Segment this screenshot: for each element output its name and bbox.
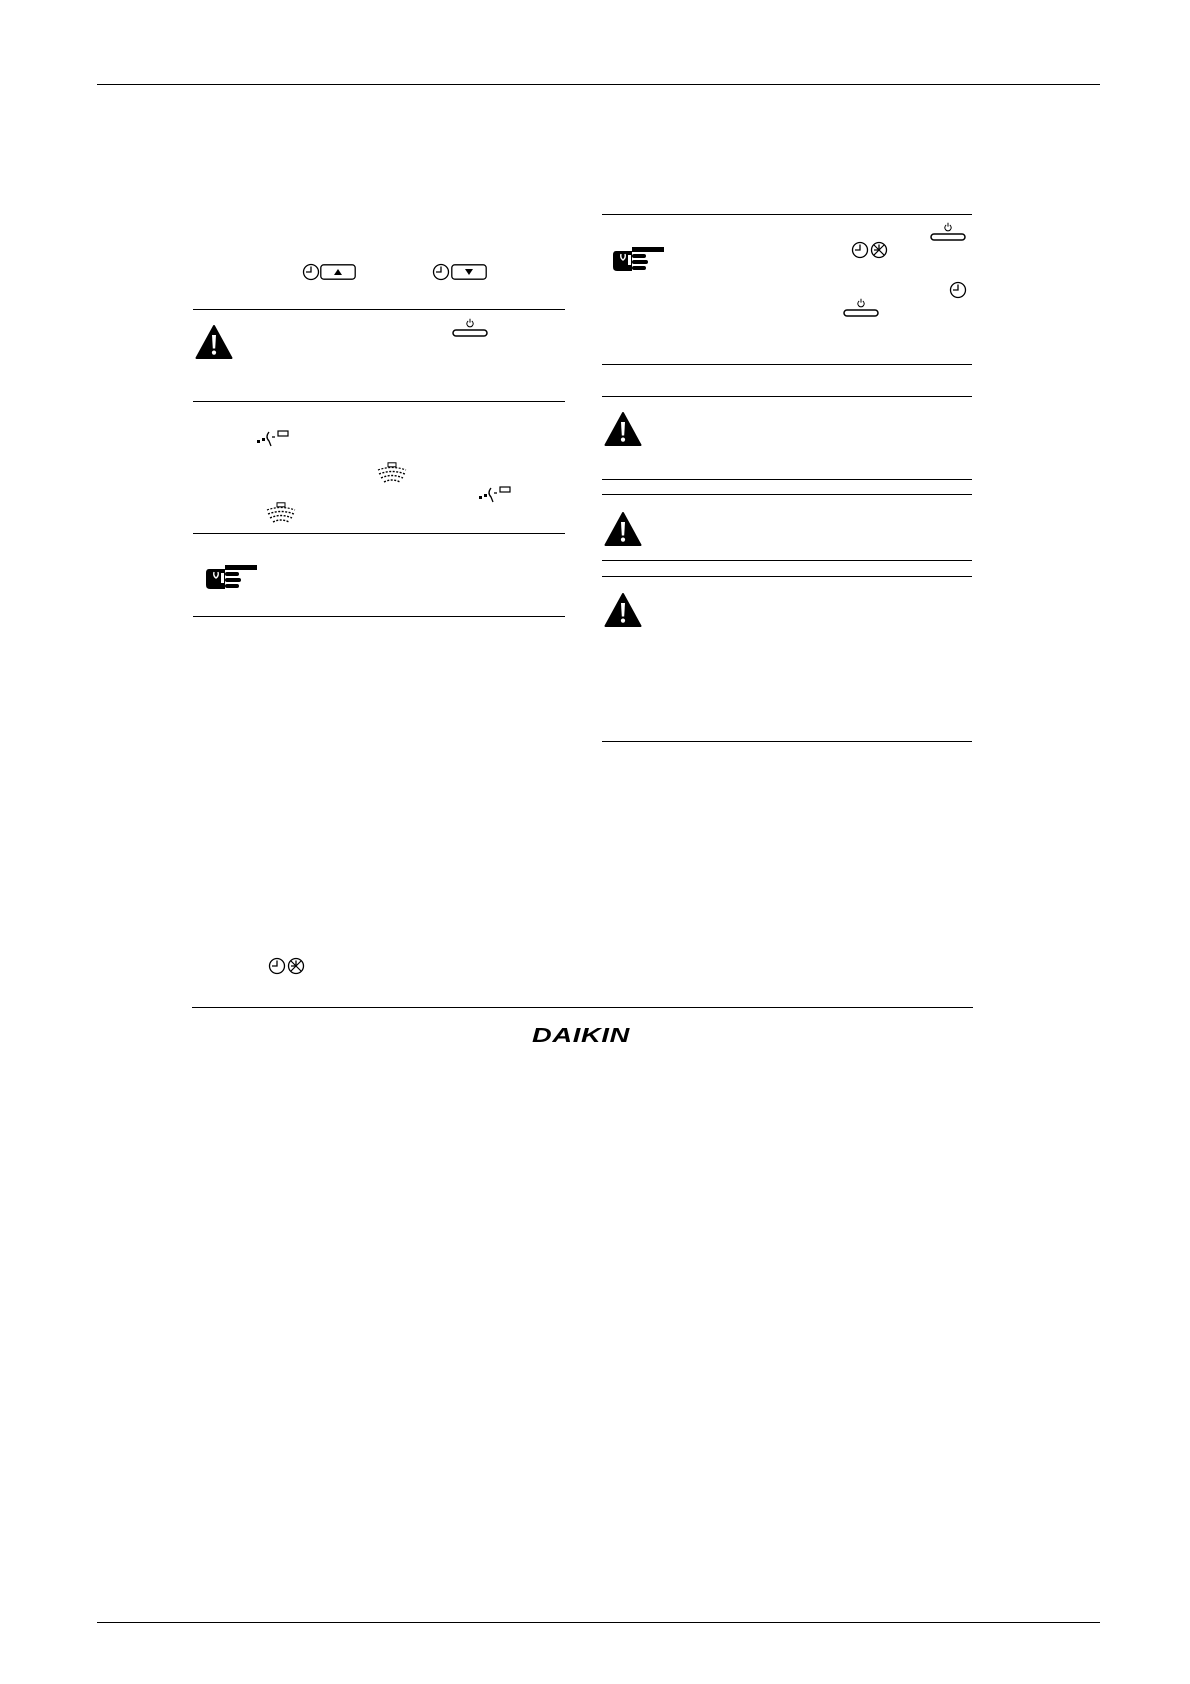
warning-box-bottom-rule bbox=[602, 741, 972, 742]
timer-clock-icon bbox=[851, 241, 869, 259]
swing-flap-icon bbox=[256, 428, 290, 448]
down-arrow-button-icon bbox=[451, 264, 487, 280]
note-box-bottom-rule bbox=[602, 364, 972, 365]
swing-flap-icon bbox=[478, 484, 512, 504]
footer-rule bbox=[97, 1622, 1100, 1623]
fan-speed-icon bbox=[374, 462, 410, 484]
warning-box-bottom-rule bbox=[602, 560, 972, 561]
note-box-bottom-rule bbox=[193, 616, 565, 617]
warning-box-top-rule bbox=[602, 494, 972, 495]
pointing-hand-icon bbox=[203, 563, 259, 591]
warning-box-top-rule bbox=[193, 309, 565, 310]
warning-box-top-rule bbox=[602, 396, 972, 397]
daikin-logo bbox=[530, 1025, 634, 1045]
fan-speed-icon bbox=[263, 502, 299, 524]
note-box-top-rule bbox=[602, 214, 972, 215]
timer-clock-icon bbox=[432, 263, 450, 281]
up-arrow-button-icon bbox=[320, 264, 356, 280]
timer-clock-icon bbox=[949, 281, 967, 299]
warning-triangle-icon bbox=[604, 511, 642, 547]
pointing-hand-icon bbox=[610, 245, 666, 273]
warning-box-bottom-rule bbox=[602, 479, 972, 480]
warning-box-bottom-rule bbox=[193, 401, 565, 402]
timer-clock-icon bbox=[302, 263, 320, 281]
note-box-top-rule bbox=[193, 533, 565, 534]
timer-cancel-icon bbox=[870, 241, 888, 259]
brand-rule bbox=[192, 1007, 973, 1008]
brand-logo-text: DAIKIN bbox=[532, 1025, 631, 1045]
on-off-button-icon bbox=[843, 298, 879, 318]
timer-cancel-icon bbox=[287, 957, 305, 975]
warning-triangle-icon bbox=[604, 411, 642, 447]
timer-clock-icon bbox=[268, 957, 286, 975]
warning-triangle-icon bbox=[195, 324, 233, 360]
on-off-button-icon bbox=[452, 318, 488, 338]
header-rule bbox=[97, 84, 1100, 85]
warning-triangle-icon bbox=[604, 592, 642, 628]
warning-box-top-rule bbox=[602, 576, 972, 577]
on-off-button-icon bbox=[930, 222, 966, 242]
